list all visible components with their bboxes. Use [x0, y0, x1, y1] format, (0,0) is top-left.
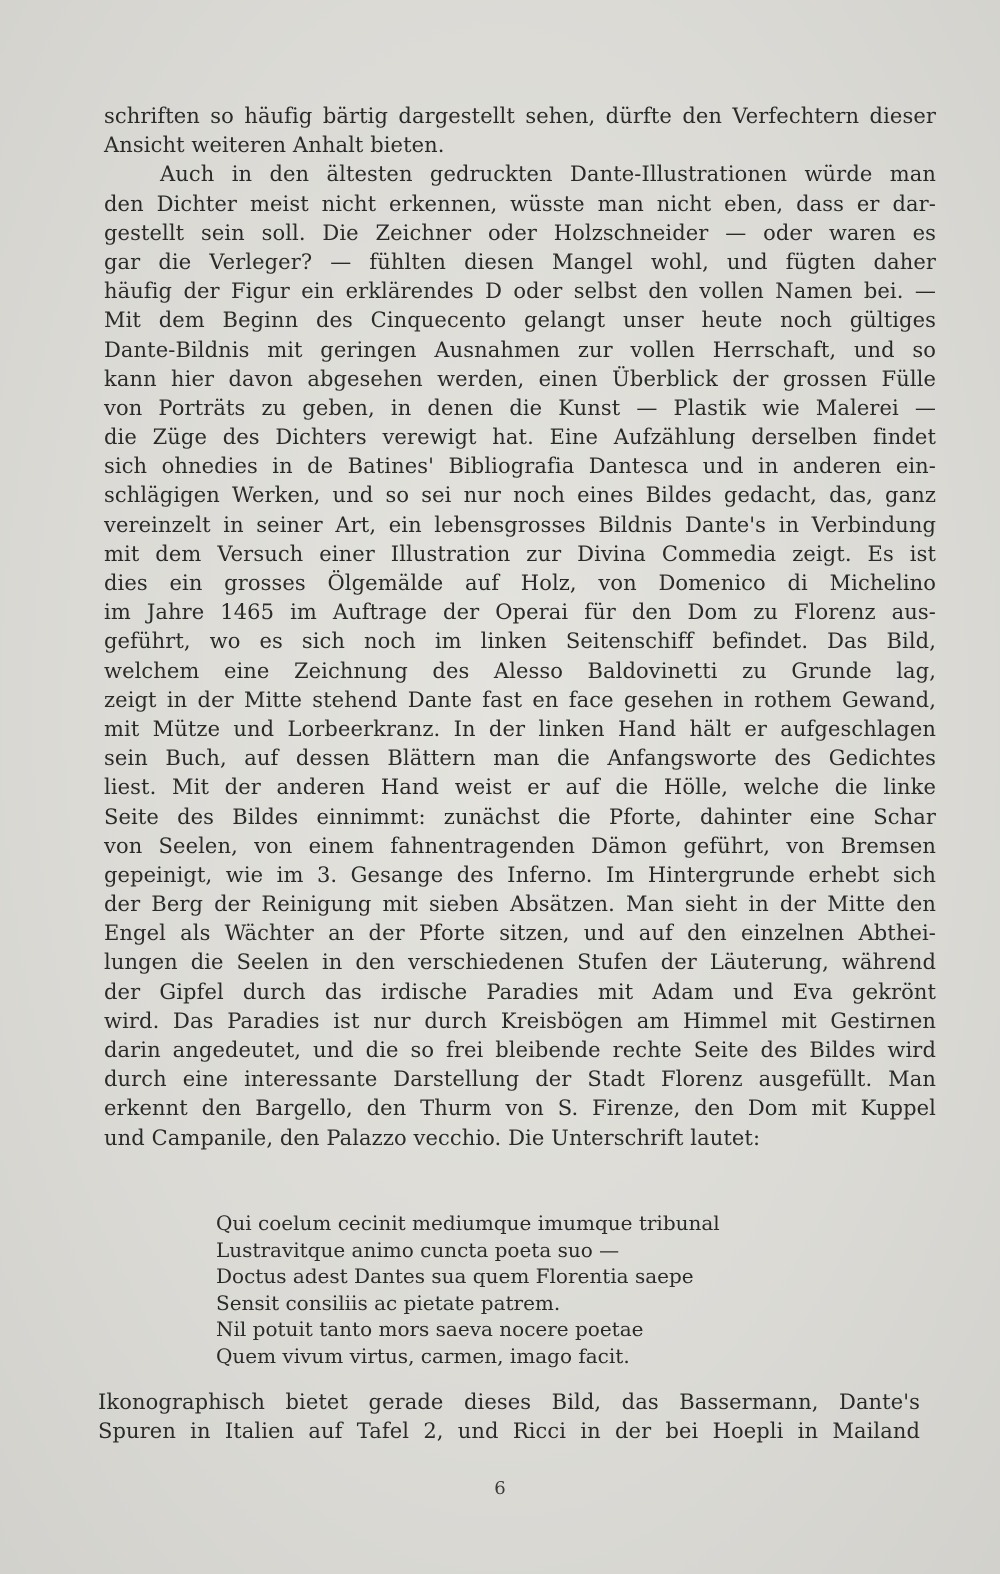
text-line: geführt, wo es sich noch im linken Seitenschiff befindet. Das Bild, [104, 629, 936, 654]
page-number: 6 [494, 1478, 506, 1499]
text-line: im Jahre 1465 im Auftrage der Operai für den Dom zu Florenz aus- [104, 600, 936, 625]
text-line: der Gipfel durch das irdische Paradies mit Adam und Eva gekrönt [104, 979, 936, 1004]
text-line: mit dem Versuch einer Illustration zur Divina Commedia zeigt. Es ist [104, 541, 936, 566]
text-line: der Berg der Reinigung mit sieben Absätzen. Man sieht in der Mitte den [104, 892, 936, 917]
verse-line: Qui coelum cecinit mediumque imumque tribunal [216, 1211, 720, 1235]
text-line: liest. Mit der anderen Hand weist er auf die Hölle, welche die linke [104, 775, 936, 800]
text-line: Engel als Wächter an der Pforte sitzen, und auf den einzelnen Abthei- [104, 921, 936, 946]
text-line: lungen die Seelen in den verschiedenen Stufen der Läuterung, während [104, 950, 936, 975]
verse-line: Quem vivum virtus, carmen, imago facit. [216, 1343, 630, 1368]
text-line: gepeinigt, wie im 3. Gesange des Inferno. Im Hintergrunde erhebt sich [104, 862, 936, 887]
text-line: Ikonographisch bietet gerade dieses Bild, das Bassermann, Dante's [98, 1390, 920, 1414]
verse-line: Nil potuit tanto mors saeva nocere poetae [216, 1317, 644, 1341]
text-line: schriften so häufig bärtig dargestellt sehen, dürfte den Verfechtern dieser [104, 104, 936, 128]
text-line: häufig der Figur ein erklärendes D oder selbst den vollen Namen bei. — [104, 279, 936, 304]
text-line: den Dichter meist nicht erkennen, wüsste man nicht eben, dass er dar- [104, 191, 936, 216]
closing-paragraph [98, 1388, 920, 1446]
verse-line: Doctus adest Dantes sua quem Florentia saepe [216, 1264, 694, 1288]
text-line: Spuren in Italien auf Tafel 2, und Ricci in der bei Hoepli in Mailand [98, 1419, 920, 1444]
text-line: mit Mütze und Lorbeerkranz. In der linken Hand hält er aufgeschlagen [104, 716, 936, 741]
text-line: Dante-Bildnis mit geringen Ausnahmen zur vollen Herrschaft, und so [104, 337, 936, 362]
text-line: sein Buch, auf dessen Blättern man die Anfangsworte des Gedichtes [104, 746, 936, 771]
text-line: vereinzelt in seiner Art, ein lebensgrosses Bildnis Dante's in Verbindung [104, 512, 936, 537]
text-line: die Züge des Dichters verewigt hat. Eine Aufzählung derselben findet [104, 425, 936, 450]
main-paragraphs [104, 102, 936, 1153]
text-line: dies ein grosses Ölgemälde auf Holz, von Domenico di Michelino [104, 571, 936, 595]
text-line: von Porträts zu geben, in denen die Kunst — Plastik wie Malerei — [104, 395, 936, 420]
text-line: erkennt den Bargello, den Thurm von S. Firenze, den Dom mit Kuppel [104, 1096, 936, 1121]
text-line: sich ohnedies in de Batines' Bibliografia Dantesca und in anderen ein- [104, 454, 936, 479]
latin-inscription [216, 1210, 776, 1369]
text-line: zeigt in der Mitte stehend Dante fast en face gesehen in rothem Gewand, [104, 687, 936, 712]
text-line: Seite des Bildes einnimmt: zunächst die Pforte, dahinter eine Schar [104, 804, 936, 829]
text-line: durch eine interessante Darstellung der Stadt Florenz ausgefüllt. Man [104, 1067, 936, 1092]
text-line: Auch in den ältesten gedruckten Dante-Illustrationen würde man [160, 162, 936, 187]
text-line: von Seelen, von einem fahnentragenden Dämon geführt, von Bremsen [104, 833, 936, 858]
text-line: wird. Das Paradies ist nur durch Kreisbögen am Himmel mit Gestirnen [104, 1008, 936, 1033]
text-line: Mit dem Beginn des Cinquecento gelangt unser heute noch gültiges [104, 308, 936, 333]
verse-line: Lustravitque animo cuncta poeta suo — [216, 1237, 620, 1262]
text-line: gestellt sein soll. Die Zeichner oder Holzschneider — oder waren es [104, 220, 936, 245]
text-line: gar die Verleger? — fühlten diesen Mangel wohl, und fügten daher [104, 249, 936, 274]
text-line: darin angedeutet, und die so frei bleibende rechte Seite des Bildes wird [104, 1038, 936, 1062]
text-line: und Campanile, den Palazzo vecchio. Die Unterschrift lautet: [104, 1125, 761, 1150]
text-line: welchem eine Zeichnung des Alesso Baldovinetti zu Grunde lag, [104, 658, 936, 683]
text-line: kann hier davon abgesehen werden, einen Überblick der grossen Fülle [104, 366, 936, 391]
text-line: Ansicht weiteren Anhalt bieten. [104, 133, 445, 158]
verse-line: Sensit consiliis ac pietate patrem. [216, 1290, 561, 1315]
text-line: schlägigen Werken, und so sei nur noch eines Bildes gedacht, das, ganz [104, 483, 936, 508]
